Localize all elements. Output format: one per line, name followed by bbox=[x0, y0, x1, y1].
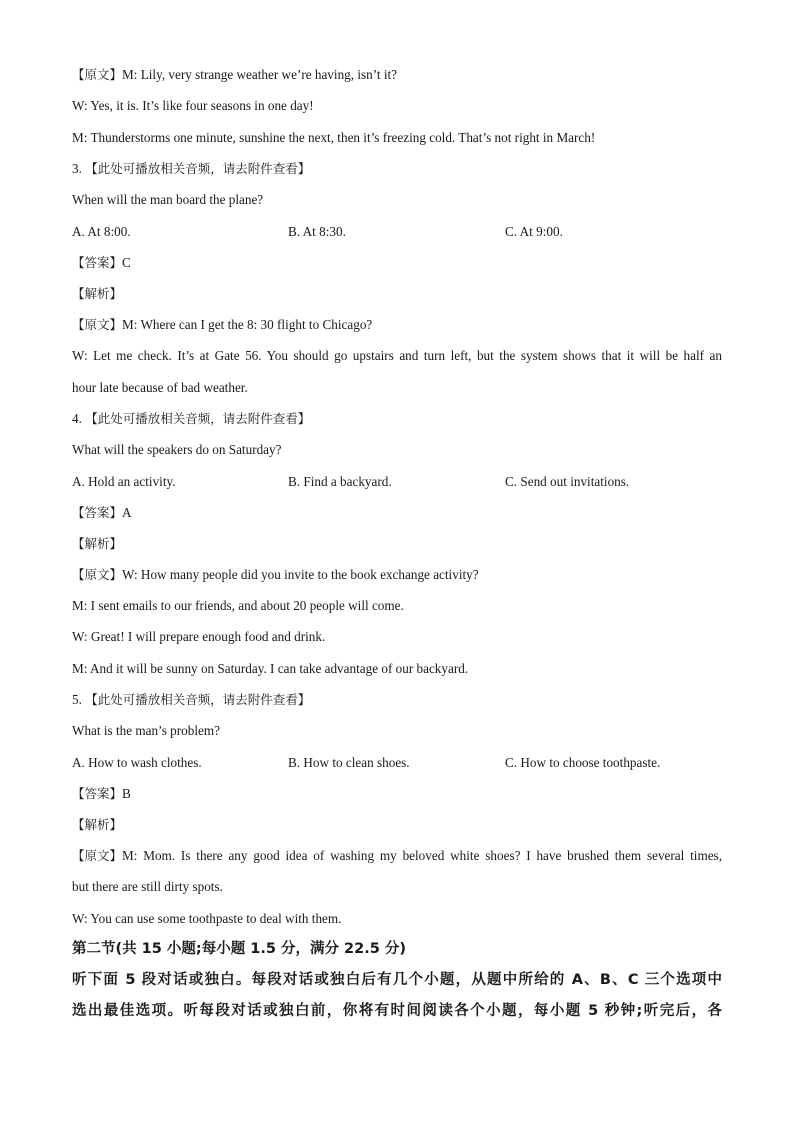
q4-option-a: A. Hold an activity. bbox=[72, 474, 176, 489]
q3-script-line bbox=[72, 316, 722, 334]
script-tag: 【原文】 bbox=[72, 848, 123, 863]
audio-placeholder: 【此处可播放相关音频，请去附件查看】 bbox=[85, 411, 311, 426]
answer-tag: 【答案】 bbox=[72, 255, 123, 270]
q4-script-line: M: And it will be sunny on Saturday. I can take advantage of our backyard. bbox=[72, 661, 469, 676]
answer-tag: 【答案】 bbox=[72, 786, 123, 801]
q3-option-a: A. At 8:00. bbox=[72, 224, 131, 239]
q5-option-c: C. How to choose toothpaste. bbox=[505, 755, 661, 770]
answer-value: C bbox=[122, 255, 131, 270]
q2-script-line: M: Thunderstorms one minute, sunshine the next, then it’s freezing cold. That’s not right in March! bbox=[72, 130, 596, 145]
q5-question: What is the man’s problem? bbox=[72, 723, 220, 738]
question-number: 5. bbox=[72, 692, 86, 707]
q5-analysis-tag: 【解析】 bbox=[72, 817, 123, 832]
script-text: M: Lily, very strange weather we’re having, isn’t it? bbox=[122, 67, 398, 82]
q4-option-b: B. Find a backyard. bbox=[288, 474, 392, 489]
q5-script-line: W: You can use some toothpaste to deal with them. bbox=[72, 911, 342, 926]
script-tag: 【原文】 bbox=[72, 317, 123, 332]
audio-placeholder: 【此处可播放相关音频，请去附件查看】 bbox=[85, 692, 311, 707]
answer-tag: 【答案】 bbox=[72, 505, 123, 520]
q2-script-line bbox=[72, 66, 722, 84]
q4-audio-line bbox=[72, 410, 722, 428]
script-text: M: Mom. Is there any good idea of washing my beloved white shoes? I have brushed them several times, bbox=[122, 848, 722, 863]
q3-answer bbox=[72, 254, 722, 272]
script-text: M: Where can I get the 8: 30 flight to Chicago? bbox=[122, 317, 373, 332]
question-number: 4. bbox=[72, 411, 86, 426]
section-instruction-line: 听下面 5 段对话或独白。每段对话或独白后有几个小题，从题中所给的 A、B、C 三个选项中 bbox=[72, 972, 722, 988]
q4-script-line: M: I sent emails to our friends, and about 20 people will come. bbox=[72, 598, 404, 613]
q3-analysis-tag: 【解析】 bbox=[72, 286, 123, 301]
q5-option-b: B. How to clean shoes. bbox=[288, 755, 410, 770]
section-instruction-line: 选出最佳选项。听每段对话或独白前，你将有时间阅读各个小题，每小题 5 秒钟;听完后，各 bbox=[72, 1003, 722, 1019]
q3-question: When will the man board the plane? bbox=[72, 192, 264, 207]
q5-answer bbox=[72, 785, 722, 803]
q4-answer bbox=[72, 504, 722, 522]
answer-value: B bbox=[122, 786, 131, 801]
q2-script-line: W: Yes, it is. It’s like four seasons in one day! bbox=[72, 98, 314, 113]
q5-audio-line bbox=[72, 691, 722, 709]
q4-question: What will the speakers do on Saturday? bbox=[72, 442, 282, 457]
q4-option-c: C. Send out invitations. bbox=[505, 474, 630, 489]
script-tag: 【原文】 bbox=[72, 67, 123, 82]
q5-script-line: but there are still dirty spots. bbox=[72, 879, 223, 894]
q3-option-c: C. At 9:00. bbox=[505, 224, 563, 239]
q3-option-b: B. At 8:30. bbox=[288, 224, 346, 239]
answer-value: A bbox=[122, 505, 132, 520]
q3-script-line: W: Let me check. It’s at Gate 56. You should go upstairs and turn left, but the system shows that it will be half an bbox=[72, 348, 722, 363]
q5-option-a: A. How to wash clothes. bbox=[72, 755, 202, 770]
q3-audio-line bbox=[72, 160, 722, 178]
audio-placeholder: 【此处可播放相关音频，请去附件查看】 bbox=[85, 161, 311, 176]
q5-script-line bbox=[72, 847, 722, 865]
q4-analysis-tag: 【解析】 bbox=[72, 536, 123, 551]
q4-script-line bbox=[72, 566, 722, 584]
script-tag: 【原文】 bbox=[72, 567, 123, 582]
script-text: W: How many people did you invite to the book exchange activity? bbox=[122, 567, 479, 582]
question-number: 3. bbox=[72, 161, 86, 176]
q4-script-line: W: Great! I will prepare enough food and drink. bbox=[72, 629, 326, 644]
q3-script-line: hour late because of bad weather. bbox=[72, 380, 248, 395]
section-heading: 第二节(共 15 小题;每小题 1.5 分，满分 22.5 分) bbox=[72, 941, 406, 957]
